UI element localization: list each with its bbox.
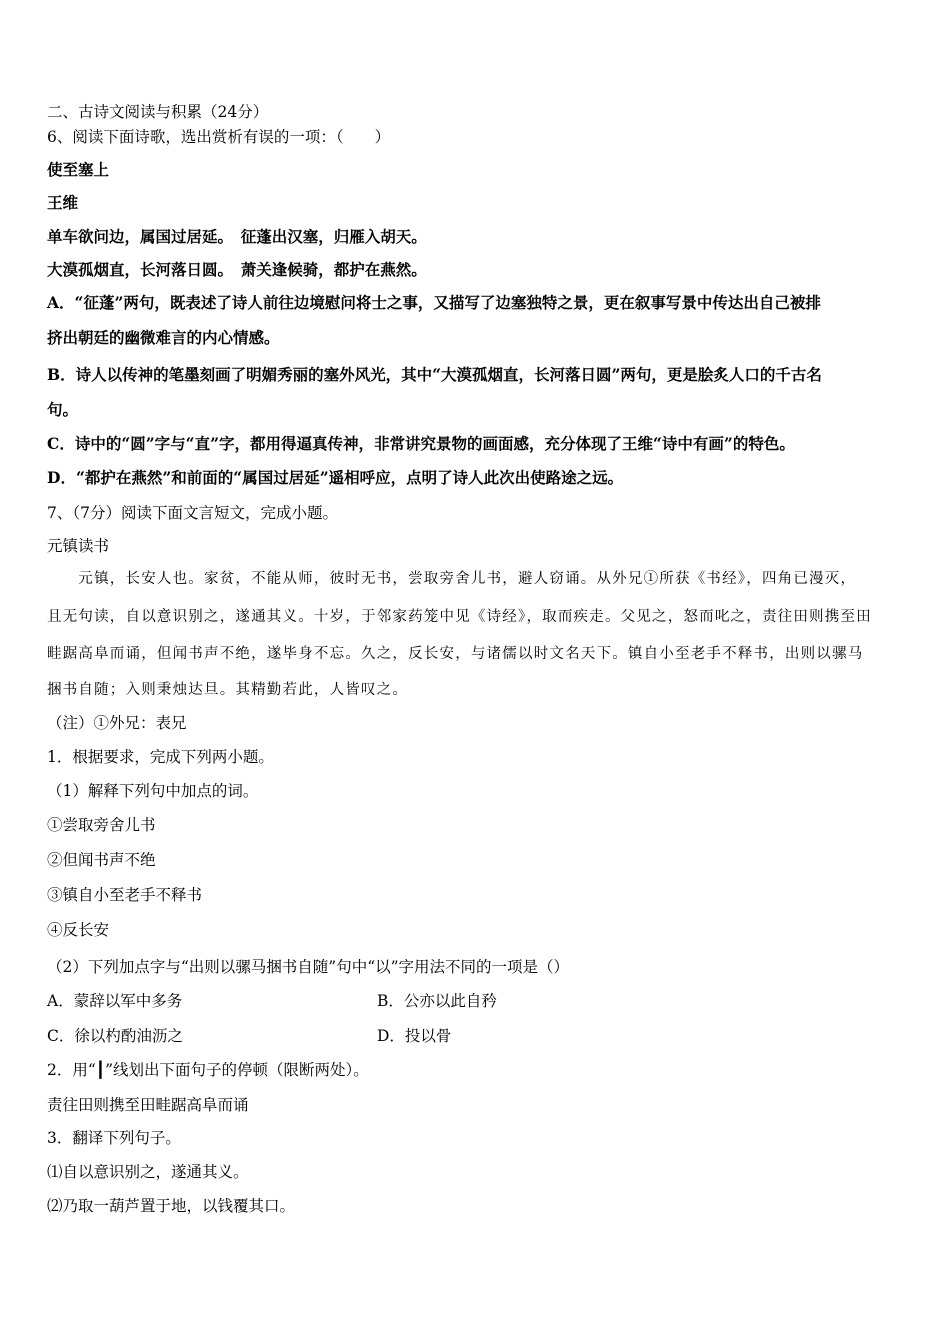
poem-line: 单车欲问边，属国过居延。 征蓬出汉塞，归雁入胡天。 [47,227,427,246]
option-b: B．诗人以传神的笔墨刻画了明媚秀丽的塞外风光，其中“大漠孤烟直，长河落日圆”两句，更是脍炙人口的千古名 [47,365,822,384]
sub-question-2: 2．用“┃”线划出下面句子的停顿（限断两处）。 [47,1061,369,1079]
section-title: 二、古诗文阅读与积累（24分） [47,103,269,121]
passage-line: 元镇，长安人也。家贫，不能从师，彼时无书，尝取旁舍儿书，避人窃诵。从外兄①所获《书经》，四角已漫灭， [47,571,857,587]
poem-title: 使至塞上 [47,160,110,179]
translate-item: ⑵乃取一葫芦置于地，以钱覆其口。 [47,1197,296,1215]
note: （注）①外兄：表兄 [47,714,187,732]
translate-item: ⑴自以意识别之，遂通其义。 [47,1163,249,1181]
item: ④反长安 [47,921,110,939]
sub-question-1-2: （2）下列加点字与“出则以骡马捆书自随”句中“以”字用法不同的一项是（） [47,958,570,976]
item: ①尝取旁舍儿书 [47,816,156,834]
choice-a: A．蒙辞以军中多务 [47,992,183,1010]
passage-line: 且无句读，自以意识别之，遂通其义。十岁，于邻家药笼中见《诗经》，取而疾走。父见之，怒而叱之，责往田则携至田 [47,609,872,625]
sub-question-1-1: （1）解释下列句中加点的词。 [47,782,259,800]
q6-prompt: 6、阅读下面诗歌，选出赏析有误的一项：（ ） [47,128,391,146]
sub-question-3: 3．翻译下列句子。 [47,1129,181,1147]
sub-question-2-sentence: 责往田则携至田畦踞高阜而诵 [47,1096,249,1114]
passage-line: 捆书自随；入则秉烛达旦。其精勤若此，人皆叹之。 [47,682,409,698]
poem-line: 大漠孤烟直，长河落日圆。 萧关逢候骑，都护在燕然。 [47,260,427,279]
option-d: D．“都护在燕然”和前面的“属国过居延”遥相呼应，点明了诗人此次出使路途之远。 [47,468,624,487]
option-a-cont: 挤出朝廷的幽微难言的内心情感。 [47,328,280,347]
option-c: C．诗中的“圆”字与“直”字，都用得逼真传神，非常讲究景物的画面感，充分体现了王维“诗中有画”的特色。 [47,434,795,453]
choice-b: B．公亦以此自矜 [377,992,497,1010]
poet: 王维 [47,193,79,212]
sub-question-1: 1．根据要求，完成下列两小题。 [47,748,274,766]
option-a: A．“征蓬”两句，既表述了诗人前往边境慰问将士之事，又描写了边塞独特之景，更在叙事写景中传达出自己被排 [47,293,821,312]
passage-line: 畦踞高阜而诵，但闻书声不绝，遂毕身不忘。久之，反长安，与诸儒以时文名天下。镇自小至老手不释书，出则以骡马 [47,646,864,662]
option-b-cont: 句。 [47,400,79,419]
item: ③镇自小至老手不释书 [47,886,203,904]
item: ②但闻书声不绝 [47,851,156,869]
choice-d: D．投以骨 [377,1027,452,1045]
passage-title: 元镇读书 [47,537,110,555]
choice-c: C．徐以杓酌油沥之 [47,1027,183,1045]
q7-prompt: 7、（7分）阅读下面文言短文，完成小题。 [47,504,338,522]
